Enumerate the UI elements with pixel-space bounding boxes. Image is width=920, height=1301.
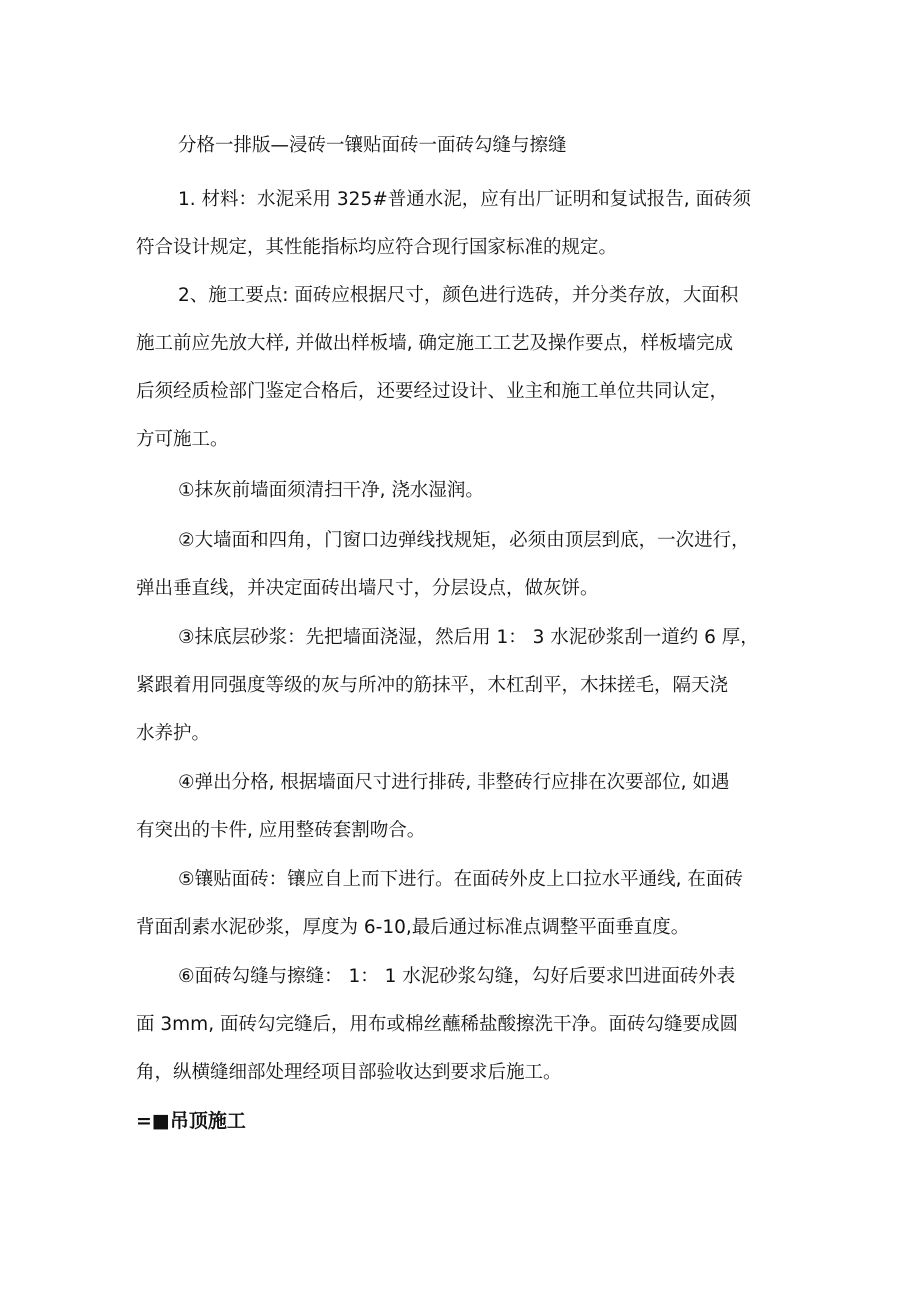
paragraph-line: ④弹出分格, 根据墙面尺寸进行排砖, 非整砖行应排在次要部位, 如遇 <box>178 772 730 793</box>
paragraph-construction-points <box>136 272 796 464</box>
paragraph-line: 角，纵横缝细部处理经项目部验收达到要求后施工。 <box>136 1062 562 1083</box>
paragraph-line: 背面刮素水泥砂浆，厚度为 6-10,最后通过标准点调整平面垂直度。 <box>136 917 690 938</box>
paragraph-line: ①抹灰前墙面须清扫干净, 浇水湿润。 <box>178 480 484 501</box>
paragraph-line: 面 3mm, 面砖勾完缝后，用布或棉丝蘸稀盐酸擦洗干净。面砖勾缝要成圆 <box>136 1014 738 1035</box>
paragraph-line: 后须经质检部门鉴定合格后，还要经过设计、业主和施工单位共同认定， <box>136 381 729 402</box>
paragraph-line: 符合设计规定，其性能指标均应符合现行国家标准的规定。 <box>136 237 618 258</box>
paragraph-line: 弹出垂直线，并决定面砖出墙尺寸，分层设点，做灰饼。 <box>136 578 599 599</box>
paragraph-line: 方可施工。 <box>136 429 229 450</box>
paragraph-line: ②大墙面和四角，门窗口边弹线找规矩，必须由顶层到底，一次进行， <box>178 530 750 551</box>
paragraph-line: 水养护。 <box>136 723 211 744</box>
paragraph-step-4 <box>136 759 796 855</box>
paragraph-line: 1. 材料：水泥采用 325#普通水泥，应有出厂证明和复试报告, 面砖须 <box>178 189 751 210</box>
paragraph-materials <box>136 176 796 272</box>
title-block <box>136 122 796 170</box>
paragraph-line: ⑥面砖勾缝与擦缝： 1： 1 水泥砂浆勾缝，勾好后要求凹进面砖外表 <box>178 966 736 987</box>
paragraph-line: ⑤镶贴面砖：镶应自上而下进行。在面砖外皮上口拉水平通线, 在面砖 <box>178 869 743 890</box>
paragraph-step-5 <box>136 856 796 952</box>
paragraph-line: ③抹底层砂浆：先把墙面浇湿，然后用 1： 3 水泥砂浆刮一道约 6 厚， <box>178 627 759 648</box>
section-heading: =■吊顶施工 <box>136 1110 246 1132</box>
paragraph-line: 2、施工要点: 面砖应根据尺寸，颜色进行选砖，并分类存放，大面积 <box>178 285 739 306</box>
paragraph-line: 施工前应先放大样, 并做出样板墙, 确定施工工艺及操作要点，样板墙完成 <box>136 333 734 354</box>
paragraph-step-2 <box>136 517 796 613</box>
title-line: 分格一排版—浸砖一镶贴面砖一面砖勾缝与擦缝 <box>178 135 567 156</box>
paragraph-step-1 <box>136 467 796 515</box>
paragraph-step-3 <box>136 614 796 758</box>
paragraph-step-6 <box>136 953 796 1097</box>
paragraph-line: 紧跟着用同强度等级的灰与所冲的筋抹平，木杠刮平，木抹搓毛，隔天浇 <box>136 675 729 696</box>
paragraph-line: 有突出的卡件, 应用整砖套割吻合。 <box>136 820 426 841</box>
